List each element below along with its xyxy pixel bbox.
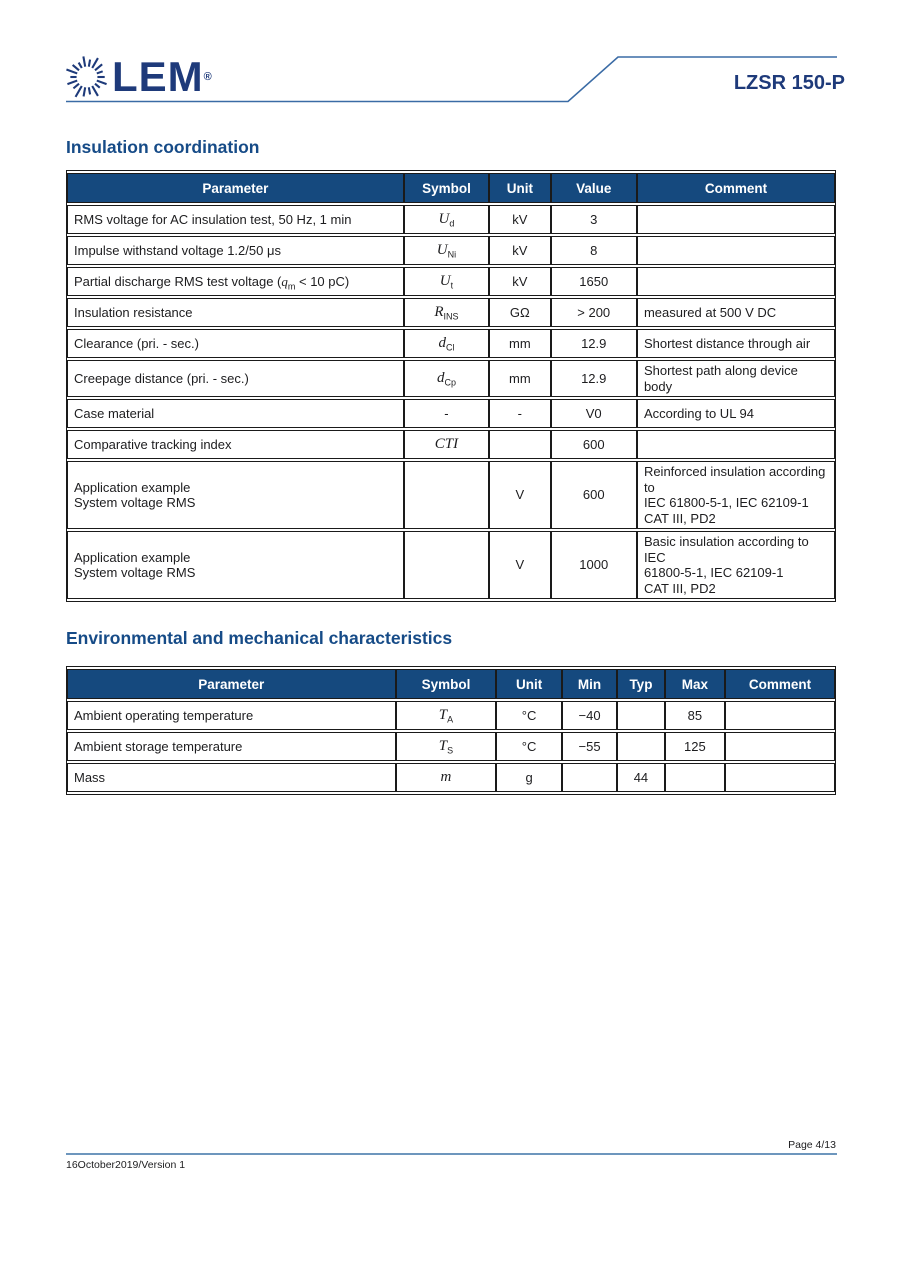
value-cell: > 200 (551, 298, 637, 327)
value-cell: 600 (551, 430, 637, 459)
footer-rule-line (66, 1153, 837, 1155)
table-row (67, 298, 835, 327)
value-cell: kV (489, 236, 550, 265)
table-row (67, 236, 835, 265)
value-cell: −40 (562, 701, 617, 730)
column-header: Value (551, 173, 637, 203)
param-cell: Creepage distance (pri. - sec.) (67, 360, 404, 397)
symbol-cell: $U_t$ (404, 267, 489, 296)
symbol-cell: $U_d$ (404, 205, 489, 234)
value-cell: 12.9 (551, 329, 637, 358)
table-row (67, 701, 835, 730)
value-cell: 125 (665, 732, 725, 761)
comment-cell (637, 236, 835, 265)
symbol-cell: CTI (404, 430, 489, 459)
registered-trademark-icon: ® (203, 71, 212, 83)
column-header: Min (562, 669, 617, 699)
lem-logo-text: LEM (112, 53, 204, 100)
table-row (67, 763, 835, 792)
value-cell: mm (489, 360, 550, 397)
comment-cell (725, 763, 835, 792)
value-cell (489, 430, 550, 459)
param-cell: RMS voltage for AC insulation test, 50 Hz, 1 min (67, 205, 404, 234)
symbol-cell: $T_S$ (396, 732, 497, 761)
value-cell: 8 (551, 236, 637, 265)
comment-cell (637, 267, 835, 296)
product-title: LZSR 150-P (733, 72, 845, 94)
comment-cell: measured at 500 V DC (637, 298, 835, 327)
page-content (66, 0, 836, 795)
version-label: 16October2019/Version 1 (66, 1159, 186, 1171)
symbol-cell: $R_{INS}$ (404, 298, 489, 327)
value-cell: V (489, 531, 550, 599)
value-cell: 44 (617, 763, 664, 792)
value-cell (665, 763, 725, 792)
column-header: Symbol (396, 669, 497, 699)
param-cell: Impulse withstand voltage 1.2/50 μs (67, 236, 404, 265)
value-cell: kV (489, 205, 550, 234)
table-row (67, 732, 835, 761)
comment-cell: Reinforced insulation according to IEC 61800-5-1, IEC 62109-1 CAT III, PD2 (637, 461, 835, 529)
param-cell: Mass (67, 763, 396, 792)
column-header: Comment (725, 669, 835, 699)
value-cell: 85 (665, 701, 725, 730)
value-cell: kV (489, 267, 550, 296)
column-header: Typ (617, 669, 664, 699)
value-cell: V (489, 461, 550, 529)
comment-cell (725, 701, 835, 730)
value-cell: °C (496, 701, 562, 730)
column-header: Unit (489, 173, 550, 203)
comment-cell (725, 732, 835, 761)
value-cell (617, 732, 664, 761)
value-cell: 600 (551, 461, 637, 529)
page-number: Page 4/13 (788, 1139, 836, 1151)
table-row (67, 267, 835, 296)
comment-cell: Shortest path along device body (637, 360, 835, 397)
param-cell: Clearance (pri. - sec.) (67, 329, 404, 358)
value-cell: 12.9 (551, 360, 637, 397)
table-row (67, 360, 835, 397)
symbol-cell: $d_{Cp}$ (404, 360, 489, 397)
value-cell: 1000 (551, 531, 637, 599)
column-header: Symbol (404, 173, 489, 203)
table-header-row (67, 669, 835, 699)
column-header: Parameter (67, 173, 404, 203)
table-insulation-coordination (66, 170, 836, 602)
param-cell: Insulation resistance (67, 298, 404, 327)
column-header: Parameter (67, 669, 396, 699)
table-row (67, 205, 835, 234)
value-cell: g (496, 763, 562, 792)
param-cell: Ambient storage temperature (67, 732, 396, 761)
section-title-environment: Environmental and mechanical characteristics (66, 628, 453, 648)
comment-cell (637, 205, 835, 234)
comment-cell (637, 430, 835, 459)
column-header: Max (665, 669, 725, 699)
param-cell: Partial discharge RMS test voltage ($q_m < 10$ pC) (67, 267, 404, 296)
column-header: Comment (637, 173, 835, 203)
value-cell: °C (496, 732, 562, 761)
table-header-row (67, 173, 835, 203)
param-cell: Case material (67, 399, 404, 428)
comment-cell: Shortest distance through air (637, 329, 835, 358)
section-title-insulation: Insulation coordination (66, 137, 260, 157)
value-cell: GΩ (489, 298, 550, 327)
value-cell: 1650 (551, 267, 637, 296)
table-row (67, 430, 835, 459)
param-cell: Comparative tracking index (67, 430, 404, 459)
value-cell: - (489, 399, 550, 428)
value-cell (617, 701, 664, 730)
value-cell: −55 (562, 732, 617, 761)
comment-cell: According to UL 94 (637, 399, 835, 428)
table-row (67, 531, 835, 599)
symbol-cell: $U_{Ni}$ (404, 236, 489, 265)
value-cell (562, 763, 617, 792)
param-cell: Application example System voltage RMS (67, 461, 404, 529)
table-row (67, 461, 835, 529)
symbol-cell: m (396, 763, 497, 792)
table-row (67, 329, 835, 358)
comment-cell: Basic insulation according to IEC 61800-5-1, IEC 62109-1 CAT III, PD2 (637, 531, 835, 599)
symbol-cell (404, 531, 489, 599)
symbol-cell: $d_{Cl}$ (404, 329, 489, 358)
symbol-cell: $T_A$ (396, 701, 497, 730)
value-cell: V0 (551, 399, 637, 428)
column-header: Unit (496, 669, 562, 699)
param-cell: Application example System voltage RMS (67, 531, 404, 599)
param-cell: Ambient operating temperature (67, 701, 396, 730)
symbol-cell (404, 461, 489, 529)
value-cell: mm (489, 329, 550, 358)
table-row (67, 399, 835, 428)
symbol-cell: - (404, 399, 489, 428)
value-cell: 3 (551, 205, 637, 234)
table-environmental-mechanical (66, 666, 836, 795)
